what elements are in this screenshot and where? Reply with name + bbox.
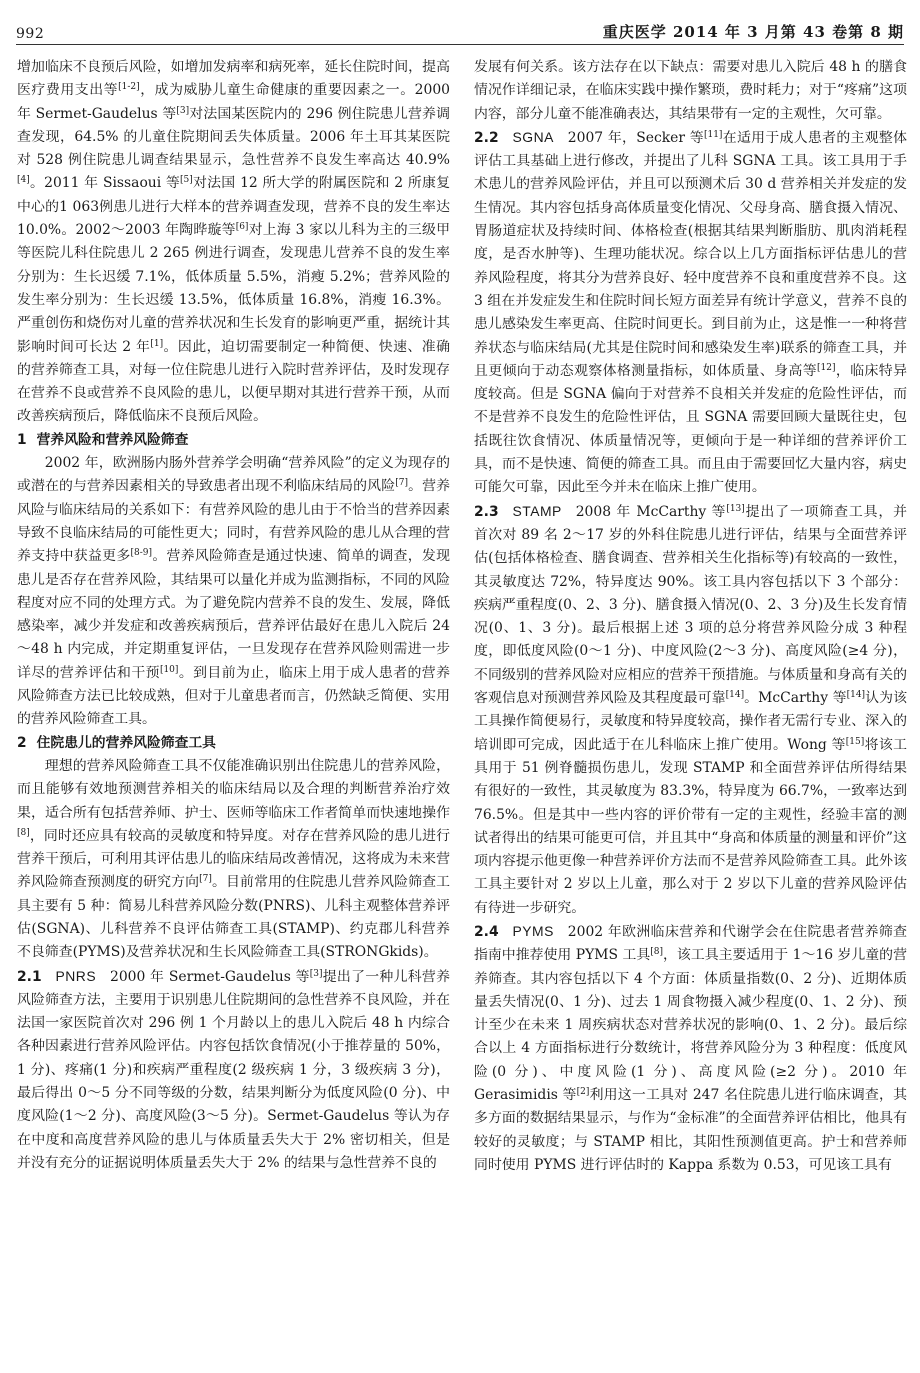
citation-ref: [3] <box>309 968 323 979</box>
citation-ref: [8] <box>17 827 30 838</box>
citation-ref: [15] <box>845 736 865 747</box>
subsection-title: PNRS <box>55 967 97 984</box>
left-column <box>17 56 450 1365</box>
journal-running-title: 重庆医学 2014 年 3 月第 43 卷第 8 期 <box>602 23 904 41</box>
subsection-body: 2007 年，Secker 等[11]在适用于成人患者的主观整体评估工具基础上进行修改，并提出了儿科 SGNA 工具。该工具用于手术患儿的营养风险评估，并且可以预测术后 30 d 营养相关并发症的发生情况。其内容包括身高体质量变化情况、父母身高、膳食摄入情况、胃肠道症状及持续时间、体格检查(根据其结果判断脂肪、肌肉消耗程度，是否水肿等)、生理功能状况。综合以上几方面指标评估患儿的营养风险程度，将其分为营养良好、轻中度营养不良和重度营养不良。这 3 组在并发症发生和住院时间长短方面差异有统计学意义，营养不良的患儿感染发生率更高、住院时间更长。到目前为止，这是惟一一种将营养状态与临床结局(尤其是住院时间和感染发生率)联系的筛查工具，并且更倾向于动态观察体格测量指标，如体质量、身高等[12]，临床特异度较高。但是 SGNA 偏向于对营养不良相关并发症的危险性评估，而不是营养不良发生的危险性评估，且 SGNA 需要回顾大量既往史，包括既往饮食情况、体质量情况等，更倾向于是一种详细的营养评价工具，而不是快速、简便的筛查工具。而且由于需要回忆大量内容，病史可能欠可靠，因此至今并未在临床上推广使用。 <box>474 129 907 496</box>
subsection-title: STAMP <box>512 502 562 519</box>
citation-ref: [3] <box>176 105 190 116</box>
citation-ref: [14] <box>725 690 745 701</box>
subsection-paragraph <box>474 126 907 500</box>
subsection-paragraph <box>17 965 450 1176</box>
citation-ref: [2] <box>576 1087 590 1098</box>
body-paragraph: 2002 年，欧洲肠内肠外营养学会明确“营养风险”的定义为现存的或潜在的与营养因素相关的导致患者出现不利临床结局的风险[7]。营养风险与临床结局的关系如下：有营养风险的患儿由于不恰当的营养因素导致不良临床结局的可能性更大；同时，有营养风险的患儿从合理的营养支持中获益更多[8-9]。营养风险筛查是通过快速、简单的调查，发现患儿是否存在营养风险，其结果可以量化并成为监测指标，不同的风险程度对应不同的处理方式。为了避免院内营养不良的发生、发展，降低感染率，减少并发症和改善疾病预后，营养评估最好在患儿入院后 24～48 h 内完成，并定期重复评估，一旦发现存在营养风险则需进一步详尽的营养评估和干预[10]。到目前为止，临床上用于成人患者的营养风险筛查方法已比较成熟，但对于儿童患者而言，仍然缺乏简便、实用的营养风险筛查工具。 <box>17 455 450 728</box>
citation-ref: [11] <box>703 129 723 140</box>
section-number: 2 <box>17 734 27 751</box>
right-column <box>474 56 907 1365</box>
section-number: 1 <box>17 431 27 448</box>
subsection-title: PYMS <box>512 922 554 939</box>
section-heading <box>17 732 450 755</box>
body-paragraph: 发展有何关系。该方法存在以下缺点：需要对患儿入院后 48 h 的膳食情况作详细记录，在临床实践中操作繁琐，费时耗力；对于“疼痛”这项内容，部分儿童不能准确表达，其结果带有一定的主观性，欠可靠。 <box>474 59 907 122</box>
subsection-paragraph <box>474 920 907 1177</box>
citation-ref: [13] <box>726 503 745 514</box>
citation-ref: [12] <box>817 362 836 373</box>
subsection-body: 2008 年 McCarthy 等[13]提出了一项筛查工具，并首次对 89 名 2～17 岁的外科住院患儿进行评估，结果与全面营养评估(包括体格检查、膳食调查、营养相关生化指标等)有较高的一致性，其灵敏度达 72%，特异度达 90%。该工具内容包括以下 3 个部分：疾病严重程度(0、2、3 分)、膳食摄入情况(0、2、3 分)及生长发育情况(0、1、3 分)。最后根据上述 3 项的总分将营养风险分成 3 种程度，即低度风险(0～1 分)、中度风险(2～3 分)、高度风险(≥4 分)，不同级别的营养风险对应相应的营养干预措施。与体质量和身高有关的客观信息对预测营养风险及其程度最可靠[14]。McCarthy 等[14]认为该工具操作简便易行，灵敏度和特异度较高，操作者无需行专业、深入的培训即可完成，因此适于在儿科临床上推广使用。Wong 等[15]将该工具用于 51 例脊髓损伤患儿，发现 STAMP 和全面营养评估所得结果有很好的一致性，其灵敏度为 83.3%，特异度为 66.7%，一致率达到 76.5%。但是其中一些内容的评价带有一定的主观性，经验丰富的测试者得出的结果可能更可信，并且其中“身高和体质量的测量和评价”这项内容提示他更像一种营养评价方法而不是营养风险筛查工具。此外该工具主要针对 2 岁以上儿童，那么对于 2 岁以下儿童的营养风险评估有待进一步研究。 <box>474 503 907 916</box>
citation-ref: [14] <box>846 690 866 701</box>
subsection-number: 2.1 <box>17 968 42 985</box>
subsection-paragraph <box>474 500 907 920</box>
citation-ref: [4] <box>17 175 30 186</box>
subsection-body: 2002 年欧洲临床营养和代谢学会在住院患者营养筛查指南中推荐使用 PYMS 工具[8]，该工具主要适用于 1～16 岁儿童的营养筛查。其内容包括以下 4 个方面：体质量指数(0、2 分)、近期体质量丢失情况(0、1 分)、过去 1 周食物摄入减少程度(0、1、2 分)、预计至少在未来 1 周疾病状态对营养状况的影响(0、1、2 分)。最后综合以上 4 方面指标进行分数统计，将营养风险分为 3 种程度：低度风险(0 分)、中度风险(1 分)、高度风险(≥2 分)。2010 年 Gerasimidis 等[2]利用这一工具对 247 名住院患儿进行临床调查，其多方面的数据结果显示，与作为“金标准”的全面营养评估相比，他具有较好的灵敏度；与 STAMP 相比，其阳性预测值更高。护士和营养师同时使用 PYMS 进行评估时的 Kappa 系数为 0.53，可见该工具有 <box>474 923 907 1173</box>
subsection-number: 2.3 <box>474 503 499 520</box>
citation-ref: [6] <box>235 222 249 233</box>
page-number: 992 <box>16 26 45 42</box>
body-paragraph: 增加临床不良预后风险，如增加发病率和病死率，延长住院时间，提高医疗费用支出等[1-2]，成为威胁儿童生命健康的重要因素之一。2000 年 Sermet-Gaudelus 等[3]对法国某医院内的 296 例住院患儿营养调查发现，64.5% 的儿童住院期间丢失体质量。2006 年土耳其某医院对 528 例住院患儿调查结果显示，急性营养不良发生率高达 40.9%[4]。2011 年 Sissaoui 等[5]对法国 12 所大学的附属医院和 2 所康复中心的1 063例患儿进行大样本的营养调查发现，营养不良的发生率达 10.0%。2002～2003 年陶晔璇等[6]对上海 3 家以儿科为主的三级甲等医院儿科住院患儿 2 265 例进行调查，发现患儿营养不良的发生率分别为：生长迟缓 7.1%，低体质量 5.5%，消瘦 5.2%；营养风险的发生率分别为：生长迟缓 13.5%，低体质量 16.8%，消瘦 16.3%。严重创伤和烧伤对儿童的营养状况和生长发育的影响更严重，据统计其影响时间可长达 2 年[1]。因此，迫切需要制定一种简便、快速、准确的营养筛查工具，对每一位住院患儿进行入院时营养评估，及时发现存在营养不良或营养不良风险的患儿，以便早期对其进行营养干预，从而改善疾病预后，降低临床不良预后风险。 <box>17 59 450 425</box>
body-paragraph: 理想的营养风险筛查工具不仅能准确识别出住院患儿的营养风险，而且能够有效地预测营养相关的临床结局以及合理的判断营养治疗效果，适合所有包括营养师、护士、医师等临床工作者简单而快速地操作[8]，同时还应具有较高的灵敏度和特异度。对存在营养风险的患儿进行营养干预后，可利用其评估患儿的临床结局改善情况，这将成为未来营养风险筛查预测度的研究方向[7]。目前常用的住院患儿营养风险筛查工具主要有 5 种：简易儿科营养风险分数(PNRS)、儿科主观整体营养评估(SGNA)、儿科营养不良评估筛查工具(STAMP)、约克郡儿科营养不良筛查(PYMS)及营养状况和生长风险筛查工具(STRONGkids)。 <box>17 757 450 961</box>
citation-ref: [10] <box>159 664 179 675</box>
section-heading <box>17 429 450 452</box>
citation-ref: [5] <box>180 175 193 186</box>
subsection-title: SGNA <box>512 128 554 145</box>
section-title: 住院患儿的营养风险筛查工具 <box>36 734 216 751</box>
citation-ref: [1] <box>150 338 164 349</box>
page-header <box>16 18 904 42</box>
citation-ref: [7] <box>199 874 212 885</box>
section-title: 营养风险和营养风险筛查 <box>36 431 189 448</box>
citation-ref: [1-2] <box>118 82 140 93</box>
subsection-body: 2000 年 Sermet-Gaudelus 等[3]提出了一种儿科营养风险筛查方法，主要用于识别患儿住院期间的急性营养不良风险，并在法国一家医院首次对 296 例 1 个月龄以上的患儿入院后 48 h 内综合各种因素进行营养风险评估。内容包括饮食情况(小于推荐量的 50%，1 分)、疼痛(1 分)和疾病严重程度(2 级疾病 1 分，3 级疾病 3 分)，最后得出 0～5 分不同等级的分数，结果判断分为低度风险(0 分)、中度风险(1～2 分)、高度风险(3～5 分)。Sermet-Gaudelus 等认为存在中度和高度营养风险的患儿与体质量丢失大于 2% 密切相关，但是并没有充分的证据说明体质量丢失大于 2% 的结果与急性营养不良的 <box>17 968 450 1171</box>
header-rule <box>16 44 904 45</box>
citation-ref: [8-9] <box>130 548 153 559</box>
subsection-number: 2.2 <box>474 129 499 146</box>
citation-ref: [7] <box>395 478 408 489</box>
subsection-number: 2.4 <box>474 923 499 940</box>
citation-ref: [8] <box>650 947 664 958</box>
